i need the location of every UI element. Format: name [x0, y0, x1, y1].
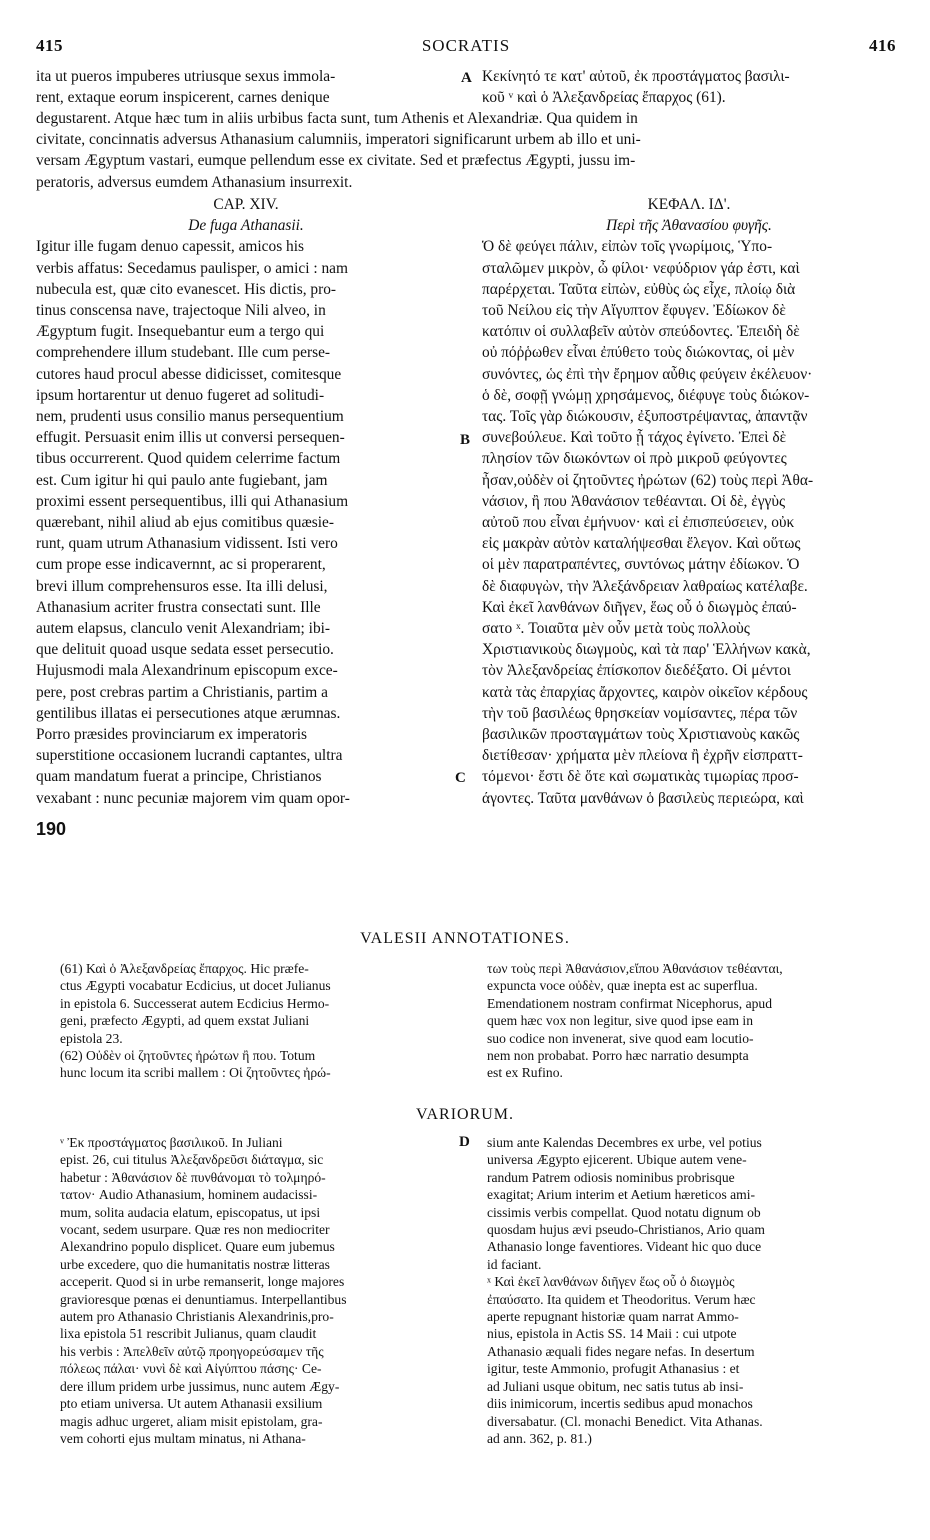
text-line: Alexandrino populo displicet. Quare eum jubemus	[60, 1239, 335, 1255]
text-line: in epistola 6. Successerat autem Ecdicius Hermo-	[60, 995, 330, 1011]
text-line: superstitione occasionem lucrandi captantes, ultra	[36, 747, 343, 765]
text-line: ὁ δὲ, σοφῇ γνώμῃ χρησάμενος, διέφυγε τοὺς διώκον-	[482, 386, 810, 404]
text-line: ad ann. 362, p. 81.)	[487, 1430, 592, 1446]
text-line: diis inimicorum, incertis sedibus apud monachos	[487, 1396, 753, 1412]
text-line: rent, extaque eorum inspicerent, carnes denique	[36, 89, 330, 107]
text-line: cutores haud procul abesse didicisset, comitesque	[36, 365, 342, 383]
text-line: proximi essent persequentibus, illi qui Athanasium	[36, 492, 349, 510]
valesii-right	[487, 960, 892, 1082]
text-line: habetur : Ἀθανάσιον δὲ πυνθάνομαι τὸ τολμηρό-	[60, 1169, 326, 1185]
text-line: Ægyptum fugit. Insequebantur eum a tergo qui	[36, 323, 325, 341]
text-line: Κεκίνητό τε κατ' αὐτοῦ, ἐκ προστάγματος βασιλι-	[482, 68, 790, 85]
latin-column	[36, 194, 456, 809]
text-line: Emendationem nostram confirmat Nicephorus, apud	[487, 995, 773, 1011]
text-line: οἱ μὲν παρατραπέντες, συντόνως μάτην ἐδίωκον. Ὁ	[482, 556, 800, 574]
text-line: degustarent. Atque hæc tum in aliis urbibus facta sunt, tum Athenis et Alexandriæ. Qua quidem in	[36, 110, 638, 127]
text-line: comprehendere illum studebant. Ille cum perse-	[36, 344, 331, 362]
text-line: epistola 23.	[60, 1030, 123, 1046]
text-line: autem pro Athanasio Christianis Alexandrinis,pro-	[60, 1309, 334, 1325]
text-line: Ὁ δὲ φεύγει πάλιν, εἰπὼν τοῖς γνωρίμοις, Ὑπο-	[482, 238, 773, 256]
text-line: τοῦ Νείλου εἰς τὴν Αἴγυπτον ἔφυγεν. Ἐδίωκον δὲ	[482, 302, 786, 320]
text-line: ipsum hortarentur ut denuo fugeret ad solitudi-	[36, 386, 325, 404]
text-line: est ex Rufino.	[487, 1065, 563, 1081]
latin-chapter-heading: CAP. XIV.	[213, 196, 279, 213]
text-line: ἦσαν,οὐδὲν οἱ ζητοῦντες ἠρώτων (62) τοὺς περὶ Ἀθα-	[482, 471, 814, 489]
text-line: Porro præsides provinciarum ex imperatoris	[36, 726, 307, 744]
text-line: versam Ægyptum vastari, eumque pellendum esse ex civitate. Sed et præfectus Ægypti, jussu im-	[36, 152, 636, 170]
text-line: nem, prudenti usus consilio manus persequentium	[36, 408, 344, 426]
text-line: παρέρχεται. Ταῦτα εἰπὼν, εὐθὺς ὡς εἶχε, πλοίῳ διὰ	[482, 280, 796, 298]
text-line: vexabant : nunc pecuniæ majorem vim quam opor-	[36, 789, 350, 807]
text-line: ᵛ Ἐκ προστάγματος βασιλικοῦ. In Juliani	[60, 1135, 283, 1150]
text-line: σατο ˣ. Τοιαῦτα μὲν οὖν μετὰ τοὺς πολλοὺς	[482, 620, 750, 638]
right-page-number: 416	[869, 36, 896, 55]
text-line: quem hæc vox non legitur, sive quod ipse eam in	[487, 1013, 754, 1029]
text-line: κατόπιν οἱ συλλαβεῖν αὐτὸν σπεύδοντες. Ἐπειδὴ δὲ	[482, 323, 800, 341]
text-line: universa Ægypto ejicerent. Ubique autem vene-	[487, 1152, 747, 1168]
text-line: Χριστιανικοὺς διωγμοὺς, καὶ τὰ παρ' Ἑλλήνων κακὰ,	[482, 641, 811, 659]
text-line: magis adhuc urgeret, aliam misit epistolam, gra-	[60, 1413, 323, 1429]
text-line: igitur, teste Ammonio, profugit Athanasius : et	[487, 1361, 740, 1377]
text-line: Athanasio æquali fides negare nefas. In desertum	[487, 1343, 755, 1359]
text-line: nubecula est, quæ cito evanescet. His dictis, pro-	[36, 280, 337, 298]
text-line: συνόντες, ὡς ἐπὶ τὴν ἔρημον αὖθις φεύγειν ἐκέλευον·	[482, 365, 813, 383]
text-line: vem cohorti ejus multam minatus, ni Athana-	[60, 1430, 306, 1446]
text-line: ˣ Καὶ ἐκεῖ λανθάνων διῆγεν ἕως οὗ ὁ διωγμὸς	[487, 1274, 735, 1290]
text-line: διετίθεσαν· χρήματα μὲν πλείονα ἢ ἐχρῆν εἰσπραττ-	[482, 747, 803, 765]
text-line: (62) Οὐδὲν οἱ ζητοῦντες ἠρώτων ἢ που. Totum	[60, 1048, 316, 1064]
text-line: νάσιον, ἢ που Ἀθανάσιον τεθέανται. Οἱ δὲ, ἐγγὺς	[482, 492, 786, 510]
greek-text	[482, 236, 896, 808]
text-line: brevi illum comprehensuros esse. Ita illi delusi,	[36, 577, 328, 595]
text-line: ad Juliani usque obitum, nec satis tutus ab insi-	[487, 1378, 744, 1394]
text-line: τὴν τοῦ βασιλέως θρησκείαν νομίσαντες, πέρα τῶν	[482, 704, 798, 722]
text-line: exagitat; Arium interim et Aetium hæreticos ami-	[487, 1187, 756, 1203]
text-line: αὐτοῦ που εἶναι ἐμήνυον· καὶ εἰ ἐπισπεύσειεν, οὐκ	[482, 514, 795, 532]
greek-chapter-heading: ΚΕΦΑΛ. ΙΔ'.	[647, 196, 731, 213]
valesii-left	[60, 960, 465, 1082]
text-line: tinus conscensa nave, trajectoque Nili alveo, in	[36, 302, 326, 320]
text-line: verbis affatus: Secedamus paulisper, o amici : nam	[36, 259, 348, 277]
text-line: gentilibus illatas ei persecutiones atque ærumnas.	[36, 704, 341, 722]
text-line: urbe excedere, quo die humanitatis nostræ litteras	[60, 1256, 330, 1272]
text-line: randum Patrem odiosis nominibus probrisque	[487, 1169, 735, 1185]
greek-column	[482, 194, 896, 809]
text-line: autem elapsus, clanculo venit Alexandriam; ibi-	[36, 620, 331, 638]
text-line: τόμενοι· ἔστι δὲ ὅτε καὶ σωματικὰς τιμωρίας προσ-	[482, 768, 799, 786]
text-line: quærebant, nihil aliud ab ejus comitibus quæsie-	[36, 514, 334, 532]
text-line: gravioresque pœnas ei denuntiamus. Interpellantibus	[60, 1291, 347, 1307]
text-line: σταλῶμεν μικρὸν, ὦ φίλοι· νεφύδριον γάρ ἐστι, καὶ	[482, 259, 800, 277]
running-header	[36, 36, 896, 60]
greek-chapter-subtitle: Περὶ τῆς Ἀθανασίου φυγῆς.	[606, 217, 772, 235]
left-page-number: 415	[36, 36, 63, 55]
text-line: Igitur ille fugam denuo capessit, amicos his	[36, 238, 304, 256]
text-line: nius, epistola in Actis SS. 14 Maii : cui utpote	[487, 1326, 737, 1342]
text-line: acceperit. Quod si in urbe remanserit, longe majores	[60, 1274, 345, 1290]
text-line: άγοντες. Ταῦτα μανθάνων ὁ βασιλεὺς περιεώρα, καὶ	[482, 789, 804, 807]
text-line: expuncta voce οὐδὲν, quæ inepta est ac superflua.	[487, 978, 758, 994]
text-line: vocant, sedem usurpare. Quæ res non mediocriter	[60, 1222, 330, 1238]
latin-text	[36, 236, 456, 808]
text-line: Hujusmodi mala Alexandrinum episcopum exce-	[36, 662, 338, 680]
text-line: cissimis verbis compellat. Quod notatu dignum ob	[487, 1204, 761, 1220]
text-line: id faciant.	[487, 1256, 542, 1272]
text-line: τὸν Ἀλεξανδρείας ἐπίσκοπον διεδέξατο. Οἱ μέντοι	[482, 662, 791, 680]
intro-full-width	[36, 108, 896, 193]
text-line: epist. 26, cui titulus Ἀλεξανδρεῦσι διάταγμα, sic	[60, 1152, 324, 1168]
text-line: civitate, concinnatis adversus Athanasium calumniis, imperatori significarunt urbem ab illo et uni-	[36, 131, 641, 149]
text-line: quosdam hujus ævi pseudo-Christianos, Ario quam	[487, 1222, 765, 1238]
text-line: εἰς μακρὰν αὐτὸν καταλήψεσθαι ἔλεγον. Καὶ οὕτως	[482, 535, 801, 553]
text-line: τας. Τοῖς γὰρ διώκουσιν, ἐξυποστρέψαντας, ἀπαντᾷν	[482, 408, 808, 426]
variorum-left	[60, 1134, 465, 1447]
text-line: ἐπαύσατο. Ita quidem et Theodoritus. Verum hæc	[487, 1291, 756, 1307]
intro-greek	[482, 66, 896, 108]
text-line: πλησίον τῶν διωκόντων οἱ πρὸ μικροῦ φεύγοντες	[482, 450, 787, 468]
text-line: geni, præfecto Ægypti, ad quem exstat Juliani	[60, 1013, 310, 1029]
running-title: SOCRATIS	[421, 36, 511, 55]
text-line: quam mandatum fuerat a principe, Christianos	[36, 768, 322, 786]
text-line: Καὶ ἐκεῖ λανθάνων διῆγεν, ἕως οὗ ὁ διωγμὸς ἐπαύ-	[482, 598, 797, 616]
text-line: hunc locum ita scribi mallem : Οἱ ζητοῦντες ἠρώ-	[60, 1065, 331, 1081]
text-line: κατὰ τὰς ἐπαρχίας ἄρχοντες, καιρὸν οἰκεῖον κέρδους	[482, 683, 808, 701]
text-line: effugit. Persuasit enim illis ut conversi persequen-	[36, 429, 345, 447]
text-line: dere illum pridem urbe jussimus, nunc autem Ægy-	[60, 1378, 340, 1394]
text-line: ctus Ægypti vocabatur Ecdicius, ut docet Julianus	[60, 978, 331, 994]
margin-letter-a: A	[461, 70, 472, 86]
text-line: Athanasium acriter frustra consectati sunt. Ille	[36, 598, 321, 616]
text-line: runt, quam utrum Athanasium vidissent. Isti vero	[36, 535, 338, 553]
text-line: οὐ πόῤῥωθεν εἶναι ἐπύθετο τοὺς διώκοντας, οἱ μὲν	[482, 344, 795, 362]
text-line: que delituit quoad usque sedata esset persecutio.	[36, 641, 334, 659]
text-line: βασιλικῶν προσταγμάτων τοὺς Χριστιανοὺς κακῶς	[482, 726, 800, 744]
text-line: τατον· Audio Athanasium, hominem audacissi-	[60, 1187, 318, 1203]
variorum-right	[487, 1134, 892, 1447]
text-line: sium ante Kalendas Decembres ex urbe, vel potius	[487, 1135, 762, 1150]
text-line: diversabatur. (Cl. monachi Benedict. Vita Athanas.	[487, 1413, 763, 1429]
text-line: πόλεως πάλαι· νυνὶ δὲ καὶ Αἰγύπτου πάσης· Ce-	[60, 1361, 322, 1377]
text-line: aperte repugnant historiæ quam narrat Ammo-	[487, 1309, 739, 1325]
text-line: nem non probabat. Porro hæc narratio desumpta	[487, 1048, 749, 1064]
text-line: των τοὺς περὶ Ἀθανάσιον,εἴπου Ἀθανάσιον τεθέανται,	[487, 961, 783, 976]
text-line: his verbis : Ἀπελθεῖν αὐτῷ προηγορεύσαμεν τῆς	[60, 1343, 324, 1359]
text-line: pto etiam universa. Ut autem Athanasii exsilium	[60, 1396, 323, 1412]
text-line: suo codice non invenerat, sive quod eam locutio-	[487, 1030, 754, 1046]
text-line: pere, post crebras partim a Christianis, partim a	[36, 683, 328, 701]
text-line: mum, solita audacia elatum, episcopatus, ut ipsi	[60, 1204, 321, 1220]
variorum-heading: VARIORUM.	[415, 1106, 515, 1123]
text-line: ita ut pueros impuberes utriusque sexus immola-	[36, 68, 336, 85]
text-line: (61) Καὶ ὁ Ἀλεξανδρείας ἔπαρχος. Hic præfe-	[60, 961, 309, 976]
valesii-heading: VALESII ANNOTATIONES.	[360, 930, 570, 947]
text-line: est. Cum igitur hi qui paulo ante fugiebant, jam	[36, 471, 328, 489]
margin-letter-d: D	[459, 1134, 470, 1150]
text-line: κοῦ ᵛ καὶ ὁ Ἀλεξανδρείας ἔπαρχος (61).	[482, 89, 726, 107]
text-line: cum prope esse indicavernnt, ac si properarent,	[36, 556, 326, 574]
text-line: peratoris, adversus eumdem Athanasium insurrexit.	[36, 173, 353, 191]
text-line: lixa epistola 51 rescribit Julianus, quam claudit	[60, 1326, 317, 1342]
text-line: Athanasio longe faventiores. Videant hic quo duce	[487, 1239, 762, 1255]
text-line: συνεβούλευε. Καὶ τοῦτο ᾗ τάχος ἐγίνετο. Ἐπεὶ δὲ	[482, 429, 787, 447]
latin-chapter-subtitle: De fuga Athanasii.	[188, 217, 304, 235]
text-line: δὲ διαφυγὼν, τὴν Ἀλεξάνδρειαν λαθραίως κατέλαβε.	[482, 577, 808, 595]
intro-latin	[36, 66, 456, 108]
margin-letter-b: B	[460, 432, 471, 448]
text-line: tibus occurrerent. Quod quidem celerrime factum	[36, 450, 341, 468]
margin-letter-c: C	[455, 770, 466, 786]
margin-number: 190	[36, 819, 67, 839]
